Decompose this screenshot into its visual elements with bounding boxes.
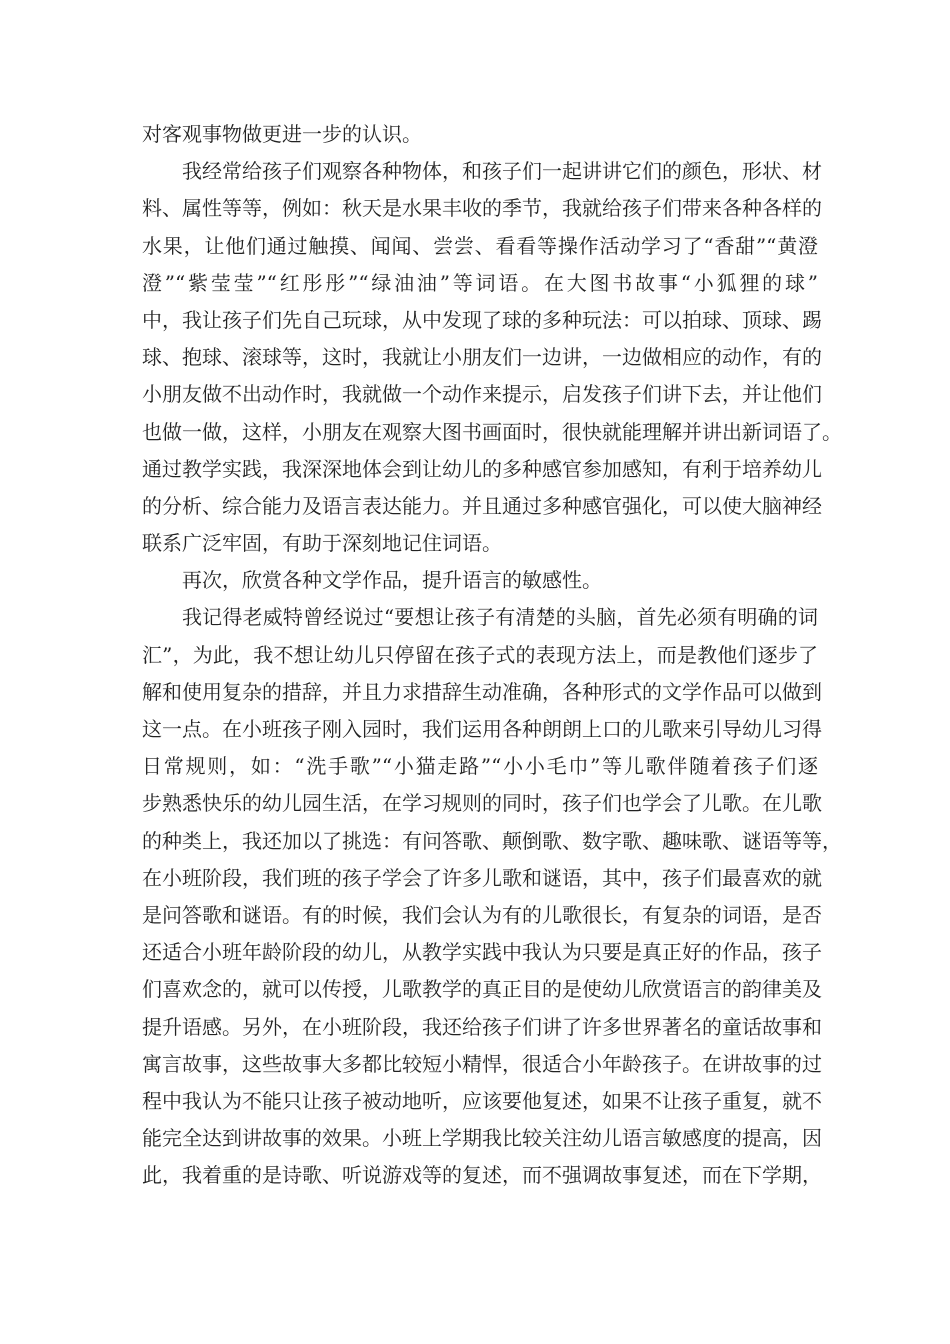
text-line: 在小班阶段，我们班的孩子学会了许多儿歌和谜语，其中，孩子们最喜欢的就: [142, 865, 822, 890]
text-line: 再次，欣赏各种文学作品，提升语言的敏感性。: [182, 568, 602, 593]
text-line: 的分析、综合能力及语言表达能力。并且通过多种感官强化，可以使大脑神经: [142, 493, 822, 518]
text-line: 也做一做，这样，小朋友在观察大图书画面时，很快就能理解并讲出新词语了。: [142, 419, 842, 444]
text-line: 日常规则，如：“洗手歌”“小猫走路”“小小毛巾”等儿歌伴随着孩子们逐: [142, 754, 818, 779]
text-line: 球、抱球、滚球等，这时，我就让小朋友们一边讲，一边做相应的动作，有的: [142, 345, 822, 370]
text-line: 程中我认为不能只让孩子被动地听，应该要他复述，如果不让孩子重复，就不: [142, 1088, 822, 1113]
text-line: 料、属性等等，例如：秋天是水果丰收的季节，我就给孩子们带来各种各样的: [142, 196, 822, 221]
text-line: 通过教学实践，我深深地体会到让幼儿的多种感官参加感知，有利于培养幼儿: [142, 456, 822, 481]
text-line: 澄”“紫莹莹”“红彤彤”“绿油油”等词语。在大图书故事“小狐狸的球”: [142, 270, 818, 295]
text-line: 们喜欢念的，就可以传授，儿歌教学的真正目的是使幼儿欣赏语言的韵律美及: [142, 977, 822, 1002]
text-line: 还适合小班年龄阶段的幼儿，从教学实践中我认为只要是真正好的作品，孩子: [142, 940, 822, 965]
text-line: 水果，让他们通过触摸、闻闻、尝尝、看看等操作活动学习了“香甜”“黄澄: [142, 233, 818, 258]
text-line: 对客观事物做更进一步的认识。: [142, 122, 422, 146]
text-line: 步熟悉快乐的幼儿园生活，在学习规则的同时，孩子们也学会了儿歌。在儿歌: [142, 791, 822, 816]
text-line: 联系广泛牢固，有助于深刻地记住词语。: [142, 531, 502, 556]
text-line: 中，我让孩子们先自己玩球，从中发现了球的多种玩法：可以拍球、顶球、踢: [142, 307, 822, 332]
body-text: [142, 116, 842, 1194]
text-line: 是问答歌和谜语。有的时候，我们会认为有的儿歌很长，有复杂的词语，是否: [142, 902, 822, 927]
text-line: 小朋友做不出动作时，我就做一个动作来提示，启发孩子们讲下去，并让他们: [142, 382, 822, 407]
text-line: 能完全达到讲故事的效果。小班上学期我比较关注幼儿语言敏感度的提高，因: [142, 1126, 822, 1151]
text-line: 的种类上，我还加以了挑选：有问答歌、颠倒歌、数字歌、趣味歌、谜语等等，: [142, 828, 842, 853]
text-line: 我记得老威特曾经说过“要想让孩子有清楚的头脑，首先必须有明确的词: [182, 605, 818, 630]
text-line: 这一点。在小班孩子刚入园时，我们运用各种朗朗上口的儿歌来引导幼儿习得: [142, 717, 822, 741]
text-line: 我经常给孩子们观察各种物体，和孩子们一起讲讲它们的颜色，形状、材: [182, 159, 822, 184]
text-line: 寓言故事，这些故事大多都比较短小精悍，很适合小年龄孩子。在讲故事的过: [142, 1051, 822, 1076]
text-line: 此，我着重的是诗歌、听说游戏等的复述，而不强调故事复述，而在下学期，: [142, 1163, 822, 1188]
text-line: 汇”，为此，我不想让幼儿只停留在孩子式的表现方法上，而是教他们逐步了: [142, 642, 818, 667]
text-line: 提升语感。另外，在小班阶段，我还给孩子们讲了许多世界著名的童话故事和: [142, 1014, 822, 1039]
text-line: 解和使用复杂的措辞，并且力求措辞生动准确，各种形式的文学作品可以做到: [142, 679, 822, 704]
